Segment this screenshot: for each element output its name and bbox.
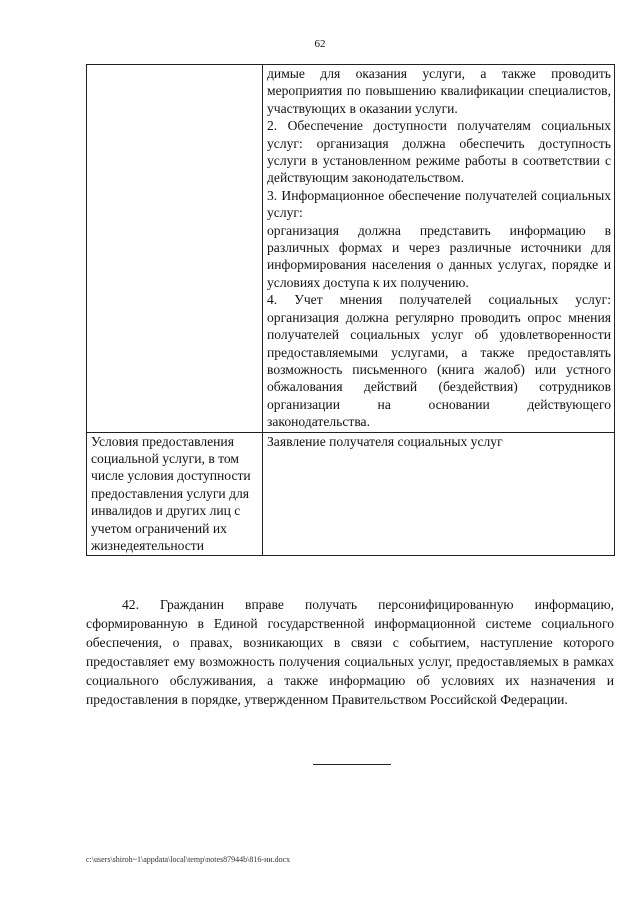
table-cell-description: [263, 432, 615, 556]
paragraph-42: 42. Гражданин вправе получать персонифицированную информацию, сформированную в Единой государственной информационной системе социального обеспечения, о правах, возникающих в связи с событием, наступление которого предоставляет ему возможность получения социальных услуг, предоставляемых в рамках социального обслуживания, а также информацию об условиях их назначения и предоставления в порядке, утвержденном Правительством Российской Федерации.: [86, 597, 614, 707]
table-row: [87, 65, 615, 433]
table-paragraph: организация должна представить информацию в различных формах и через различные источники для информирования населения о данных услугах, порядке и условиях доступа к их получению.: [267, 222, 611, 290]
table-paragraph: 2. Обеспечение доступности получателям социальных услуг: организация должна обеспечить доступность услуги в установленном режиме работы в соответствии с действующим законодательством.: [267, 118, 611, 186]
services-table: [86, 64, 615, 556]
table-row: [87, 432, 615, 556]
table-paragraph: 3. Информационное обеспечение получателей социальных услуг:: [267, 187, 611, 221]
page-number: 62: [314, 38, 326, 50]
table-paragraph: Заявление получателя социальных услуг: [267, 433, 503, 449]
footer-file-path: c:\users\shiroh~1\appdata\local\temp\notes87944b\816-ии.docx: [86, 855, 291, 864]
separator-line: [313, 764, 391, 765]
table-paragraph: 4. Учет мнения получателей социальных услуг: организация должна регулярно проводить опрос мнения получателей социальных услуг об удовлетворенности предоставляемыми услугами, а также предоставлять возможность письменного (книга жалоб) или устного обжалования действий (бездействия) сотрудников организации на основании действующего законодательства.: [267, 292, 611, 430]
table-cell-description: [263, 65, 615, 433]
table-cell-criterion: [87, 65, 263, 433]
table-cell-criterion: Условия предоставления социальной услуги, в том числе условия доступности предоставления услуги для инвалидов и других лиц с учетом ограничений их жизнедеятельности: [87, 432, 263, 556]
table-paragraph: димые для оказания услуги, а также проводить мероприятия по повышению квалификации специалистов, участвующих в оказании услуги.: [267, 66, 611, 116]
